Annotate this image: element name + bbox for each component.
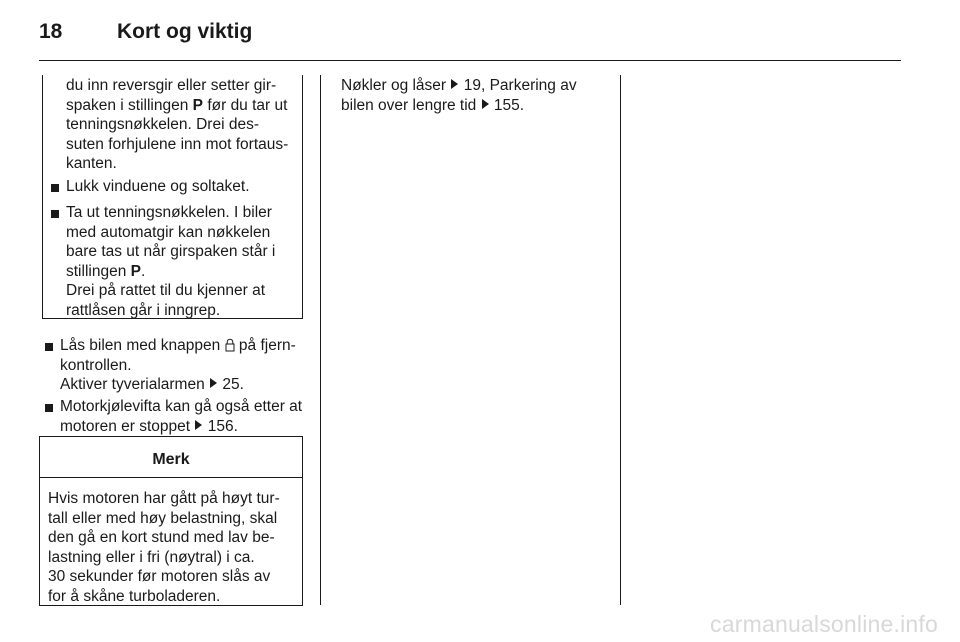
page-ref-arrow-icon [482, 99, 489, 109]
steering-lock-text: Drei på rattet til du kjenner at rattlåsen går i inngrep. [66, 282, 266, 319]
page-ref-link[interactable]: 25. [222, 376, 244, 393]
page-ref-arrow-icon [195, 420, 202, 430]
bullet-square [51, 184, 59, 192]
cross-reference-text: Nøkler og låser 19, Parkering av bilen over lengre tid 155. [341, 77, 577, 114]
bullet-square [51, 210, 59, 218]
note-text: Hvis motoren har gått på høyt tur- tall eller med høy belastning, skal den gå en kort stund med lav be- lastning eller i fri (nøytral) i ca. 30 sekunder før motoren slås av for å skåne turboladeren. [48, 490, 280, 605]
bullet-cooling-fan: Motorkjølevifta kan gå også etter at motoren er stoppet 156. [60, 398, 303, 435]
lock-button-icon [225, 338, 235, 352]
page-ref-link[interactable]: 19, Parkering av [463, 77, 577, 94]
page-ref-arrow-icon [210, 378, 217, 388]
bullet-square [45, 404, 53, 412]
page-number: 18 [39, 20, 63, 43]
column-divider-2 [620, 75, 621, 605]
bullet-lock-car: Lås bilen med knappen på fjern- kontrollen. [60, 337, 296, 374]
column-divider-1 [320, 75, 321, 605]
page-ref-link[interactable]: 155. [493, 96, 525, 114]
page-ref-arrow-icon [451, 79, 458, 89]
alarm-text: Aktiver tyverialarmen 25. [60, 376, 244, 393]
bullet-square [45, 343, 53, 351]
note-title: Merk [152, 451, 190, 468]
bullet-remove-key: Ta ut tenningsnøkkelen. I biler med automatgir kan nøkkelen bare tas ut når girspaken står i stillingen P. [66, 204, 276, 280]
watermark: carmanualsonline.info [710, 611, 938, 637]
header-divider [39, 60, 901, 61]
page-title: Kort og viktig [117, 20, 253, 43]
warning-continued-text: du inn reversgir eller setter gir- spaken i stillingen P før du tar ut tenningsnøkkelen. Drei des- suten forhjulene inn mot fortaus- kanten. [66, 77, 289, 172]
note-divider [39, 477, 302, 478]
bullet-close-windows: Lukk vinduene og soltaket. [66, 178, 250, 195]
page-ref-link[interactable]: 156. [207, 417, 238, 435]
